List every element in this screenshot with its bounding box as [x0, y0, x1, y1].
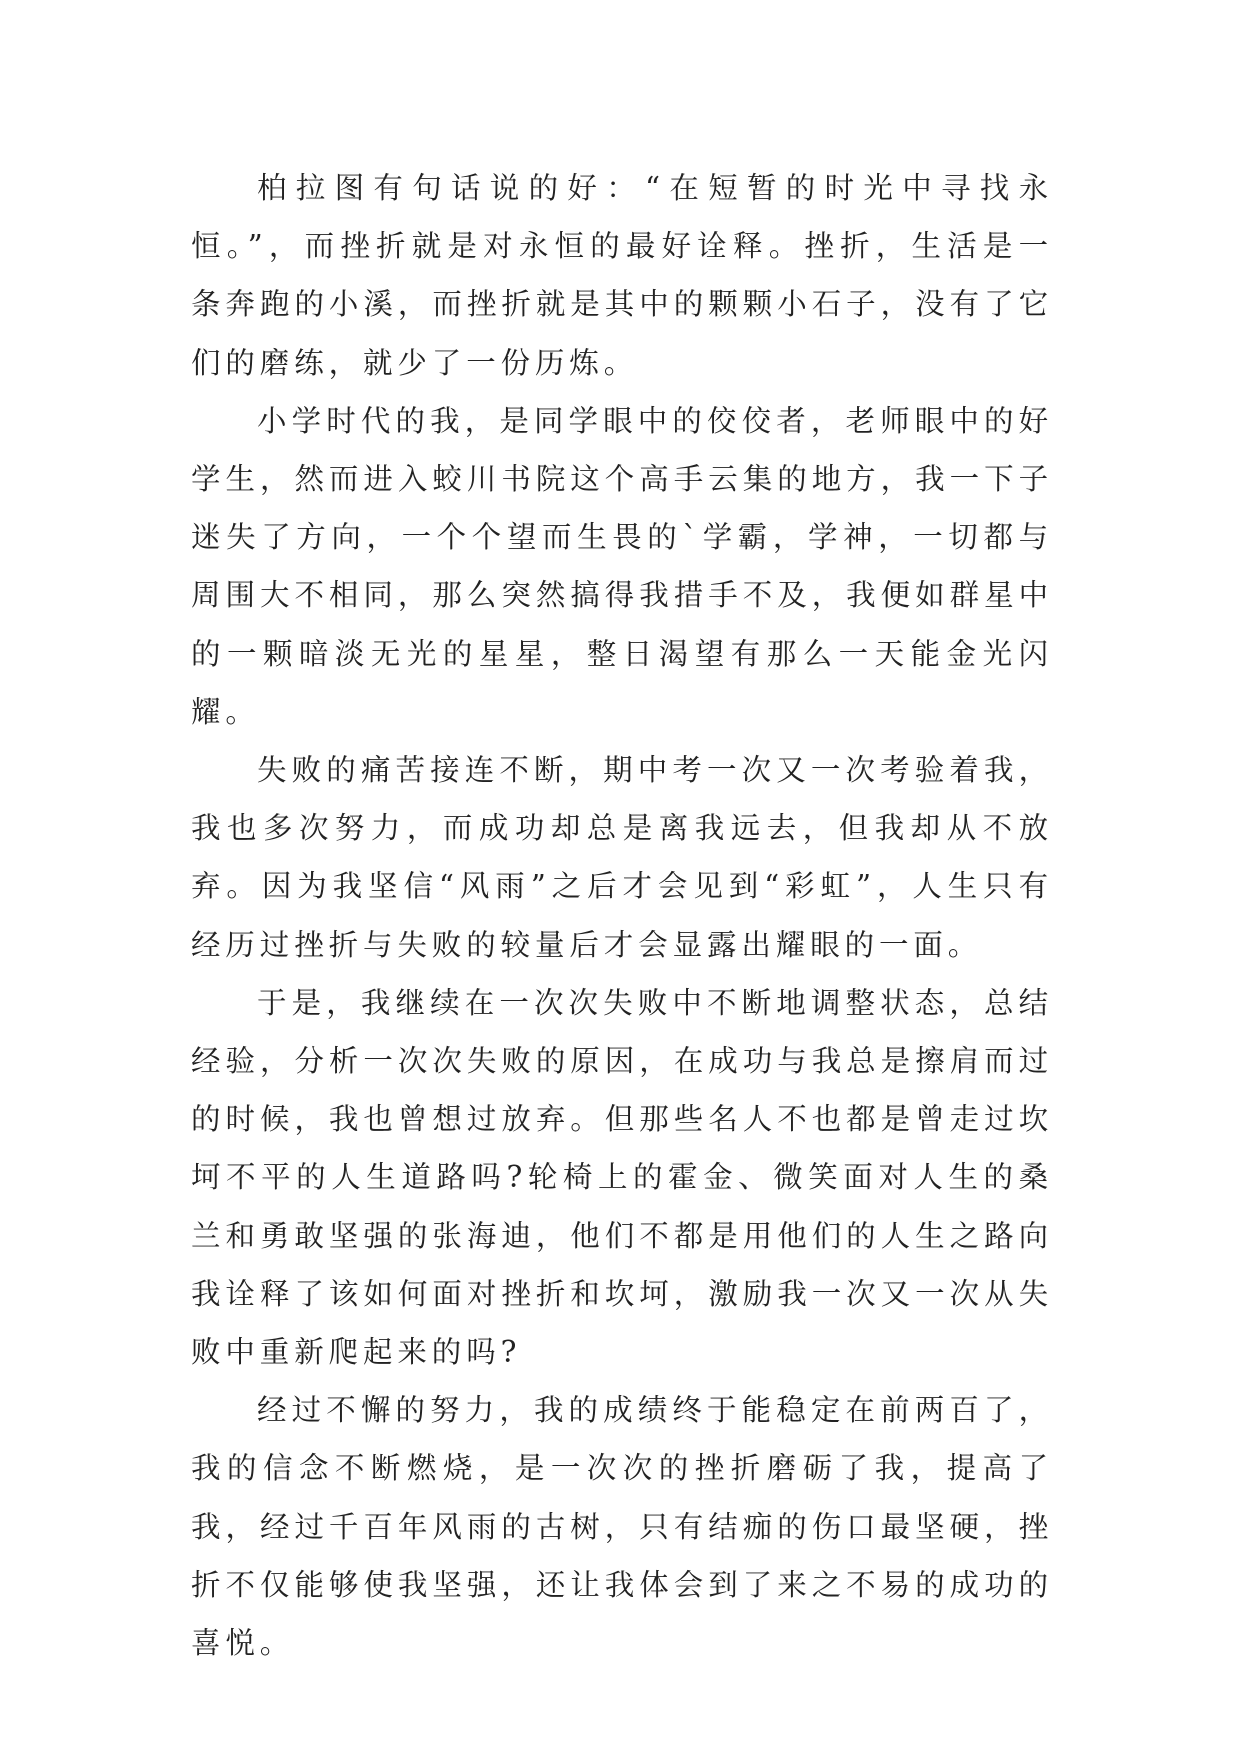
paragraph-4: 于是，我继续在一次次失败中不断地调整状态，总结经验，分析一次次失败的原因，在成功与我总是擦肩而过的时候，我也曾想过放弃。但那些名人不也都是曾走过坎坷不平的人生道路吗?轮椅上的霍金、微笑面对人生的桑兰和勇敢坚强的张海迪，他们不都是用他们的人生之路向我诠释了该如何面对挫折和坎坷，激励我一次又一次从失败中重新爬起来的吗?: [191, 985, 1053, 1370]
paragraph-5: 经过不懈的努力，我的成绩终于能稳定在前两百了，我的信念不断燃烧，是一次次的挫折磨砺了我，提高了我，经过千百年风雨的古树，只有结痂的伤口最坚硬，挫折不仅能够使我坚强，还让我体会到了来之不易的成功的喜悦。: [191, 1393, 1053, 1661]
essay-body: [191, 159, 1053, 1672]
paragraph-2: 小学时代的我，是同学眼中的佼佼者，老师眼中的好学生，然而进入蛟川书院这个高手云集的地方，我一下子迷失了方向，一个个望而生畏的`学霸，学神，一切都与周围大不相同，那么突然搞得我措手不及，我便如群星中的一颗暗淡无光的星星，整日渴望有那么一天能金光闪耀。: [191, 403, 1053, 729]
paragraph-1: 柏拉图有句话说的好：“在短暂的时光中寻找永恒。”，而挫折就是对永恒的最好诠释。挫折，生活是一条奔跑的小溪，而挫折就是其中的颗颗小石子，没有了它们的磨练，就少了一份历炼。: [191, 171, 1053, 380]
paragraph-3: 失败的痛苦接连不断，期中考一次又一次考验着我，我也多次努力，而成功却总是离我远去，但我却从不放弃。因为我坚信“风雨”之后才会见到“彩虹”，人生只有经历过挫折与失败的较量后才会显露出耀眼的一面。: [191, 753, 1053, 962]
